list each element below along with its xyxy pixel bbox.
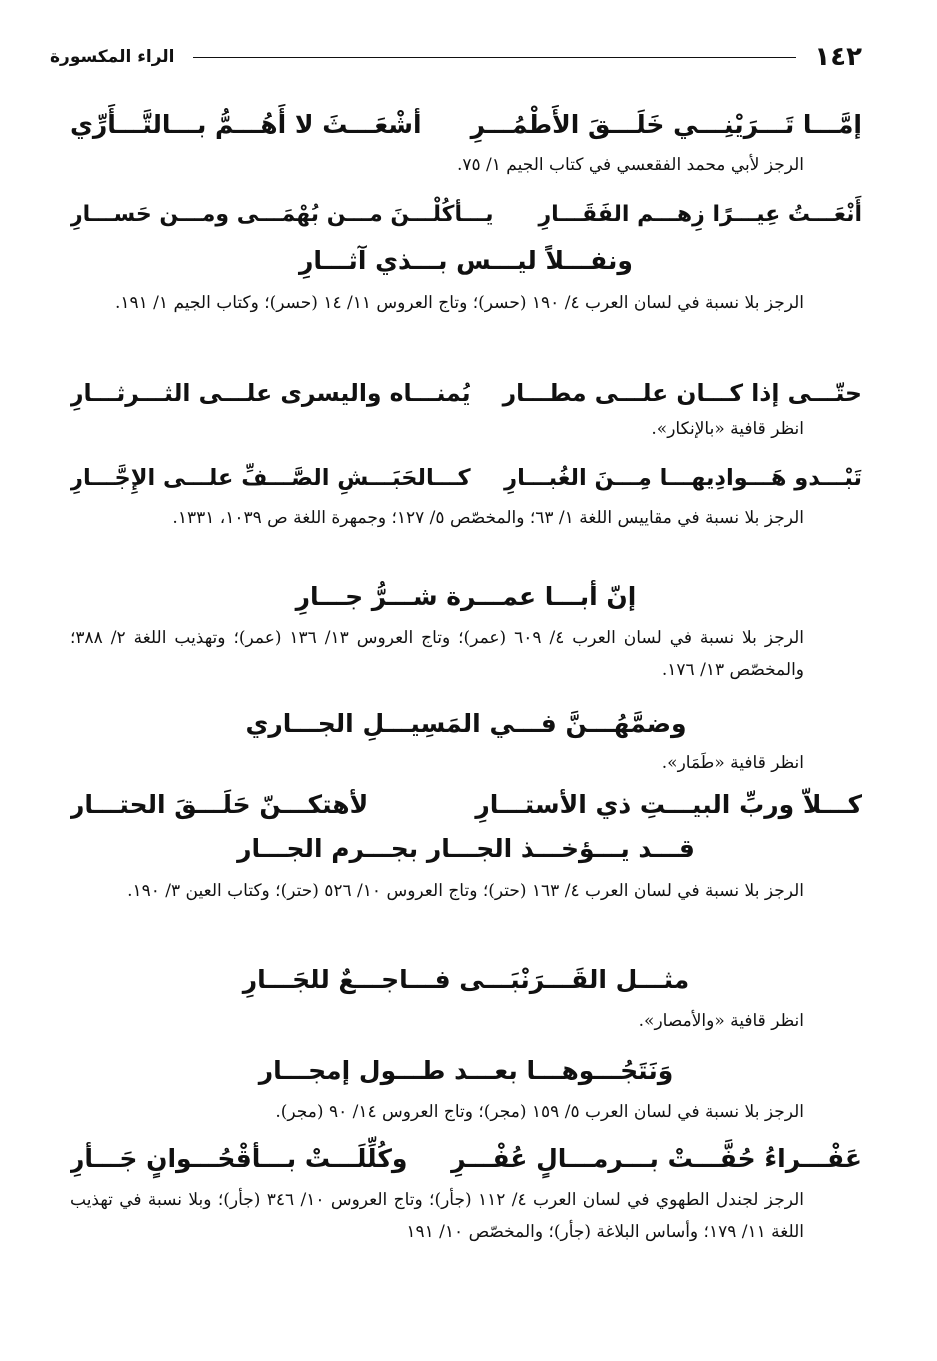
verse-single-line: مثـــل القَـــرَنْبَـــى فـــاجـــعٌ للجَـــارِ <box>242 965 690 994</box>
verse-first-hemistich: حتّـــى إذا كـــان علـــى مطـــار <box>502 379 862 407</box>
page-number: ١٤٢ <box>814 42 862 72</box>
verse-line <box>70 190 862 240</box>
source-note: الرجز بلا نسبة في مقاييس اللغة ١/ ٦٣؛ والمخصّص ٥/ ١٢٧؛ وجمهرة اللغة ص ١٠٣٩، ١٣٣١. <box>172 508 804 528</box>
verse-second-hemistich: يُمنـــاه واليسرى علـــى الثـــرثـــارِ <box>70 379 471 407</box>
source-note: الرجز بلا نسبة في لسان العرب ٤/ ١٦٣ (حتر)؛ وتاج العروس ١٠/ ٥٢٦ (حتر)؛ وكتاب العين ٣/ ١٩٠. <box>127 881 804 901</box>
source-note: الرجز بلا نسبة في لسان العرب ٥/ ١٥٩ (مجر)؛ وتاج العروس ١٤/ ٩٠ (مجر). <box>275 1102 804 1122</box>
verse-first-hemistich: إمَّـــا تَـــرَيْنِـــي خَلَـــقَ الأَطْمُـــرِ <box>470 110 862 139</box>
page-header <box>50 42 862 72</box>
verse-single-line: إنّ أبـــا عمـــرة شـــرُّ جـــارِ <box>295 582 637 611</box>
verse-second-hemistich: وكُلِّلَـــتْ بـــأقْحُـــوانٍ جَـــأرِ <box>70 1144 408 1173</box>
verse-first-hemistich: تَبْـــدو هَـــوادِيهـــا مِـــنَ الغُبـــارِ <box>504 465 862 491</box>
verse-line <box>70 1134 862 1184</box>
verse-second-hemistich: لأهتكـــنّ حَلَـــقَ الحتـــار <box>70 790 369 819</box>
source-note: انظر قافية «والأمصار». <box>638 1011 804 1031</box>
verse-line <box>70 100 862 150</box>
source-note: الرجز لأبي محمد الفقعسي في كتاب الجيم ١/ ٧٥. <box>456 155 804 175</box>
verse-first-hemistich: كـــلاّ وربِّ البيـــتِ ذي الأستـــارِ <box>475 790 862 819</box>
verse-single-line: وضمَّهُـــنَّ فـــي المَسِيـــلِ الجـــاري <box>245 709 687 738</box>
verse-first-hemistich: أَنْعَـــتُ عِيـــرًا زِهـــم الفَقَـــارِ <box>538 202 862 227</box>
verse-second-hemistich: أشْعَـــثَ لا أَهُـــمُّ بـــالتَّـــأَرِّي <box>70 110 422 139</box>
header-rule <box>193 56 797 58</box>
verse-line <box>70 453 862 503</box>
verse-line <box>70 368 862 418</box>
verse-single-line: ونفـــلاً ليـــس بـــذي آثـــارِ <box>299 246 633 275</box>
verse-single-line: وَنَتَجُـــوهـــا بعـــد طـــول إمجـــار <box>258 1056 674 1085</box>
running-title: الراء المكسورة <box>50 47 175 67</box>
source-note: انظر قافية «طَمَار». <box>661 753 804 773</box>
verse-single-line: قـــد يـــؤخـــذ الجـــار بجـــرم الجـــار <box>237 834 695 863</box>
verse-second-hemistich: يـــأكُلْـــنَ مـــن بُهْمَـــى ومـــن حَســـارِ <box>70 202 494 227</box>
verse-second-hemistich: كـــالحَبَـــشِ الصَّـــفِّ علـــى الإِجَّـــارِ <box>70 465 471 491</box>
verse-line <box>70 780 862 830</box>
source-note: انظر قافية «بالإنكار». <box>651 419 804 439</box>
verse-first-hemistich: عَفْـــراءُ حُفَّـــتْ بـــرمـــالٍ عُفْـــرِ <box>451 1144 862 1173</box>
source-note: الرجز لجندل الطهوي في لسان العرب ٤/ ١١٢ (جأر)؛ وتاج العروس ١٠/ ٣٤٦ (جأر)؛ وبلا نسبة في تهذيب اللغة ١١/ ١٧٩؛ وأساس البلاغة (جأر)؛ والمخصّص ١٠/ ١٩١ <box>70 1190 804 1242</box>
source-note: الرجز بلا نسبة في لسان العرب ٤/ ١٩٠ (حسر)؛ وتاج العروس ١١/ ١٤ (حسر)؛ وكتاب الجيم ١/ ١٩١. <box>114 293 804 313</box>
source-note: الرجز بلا نسبة في لسان العرب ٤/ ٦٠٩ (عمر)؛ وتاج العروس ١٣/ ١٣٦ (عمر)؛ وتهذيب اللغة ٢/ ٣٨٨؛ والمخصّص ١٣/ ١٧٦. <box>70 628 805 680</box>
